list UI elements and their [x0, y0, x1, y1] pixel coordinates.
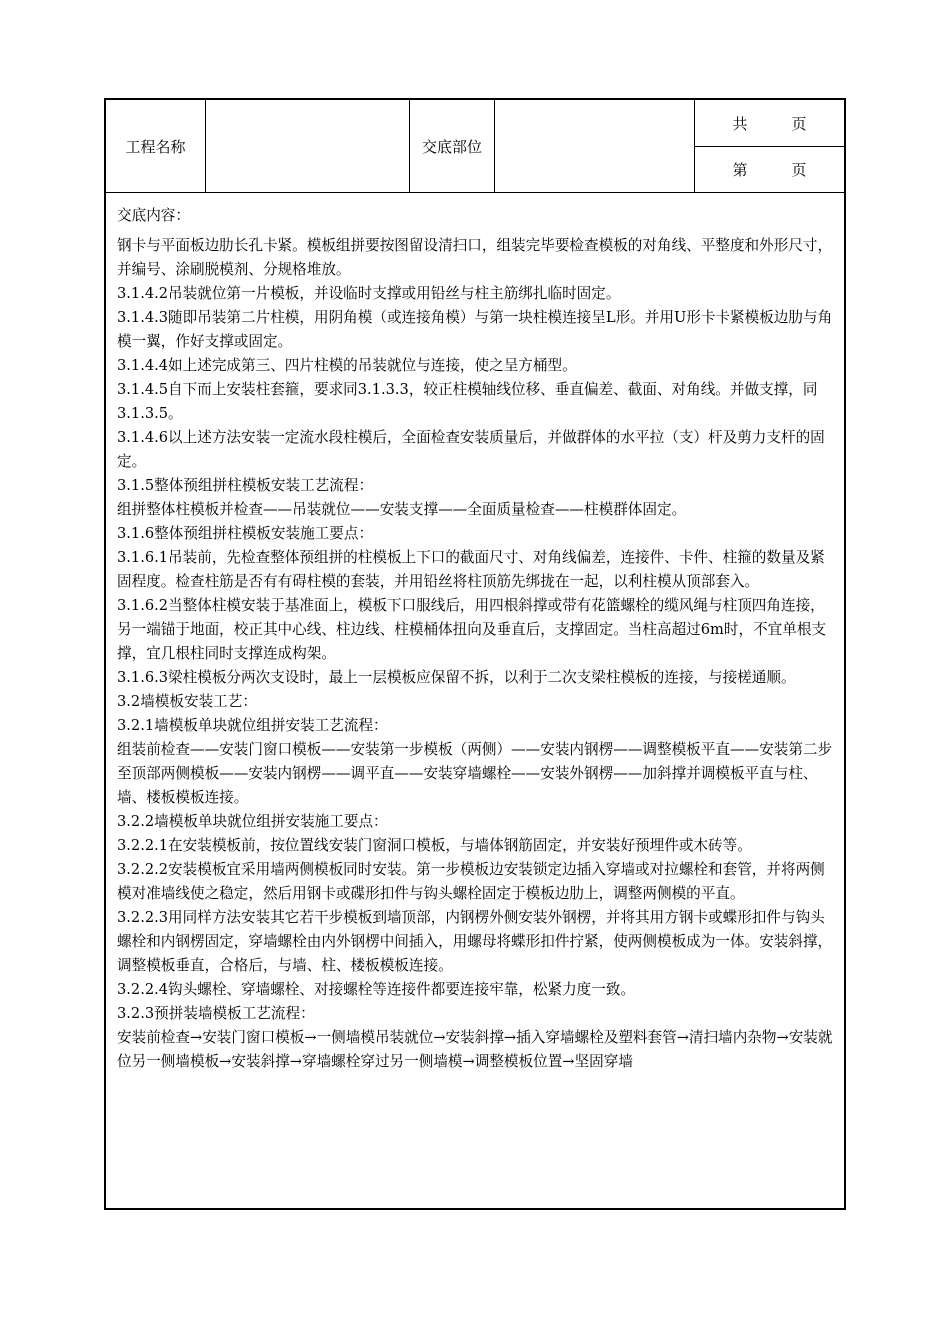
content-paragraph: 3.1.6.1吊装前，先检查整体预组拼的柱模板上下口的截面尺寸、对角线偏差，连接件、卡件、柱箍的数量及紧固程度。检查柱筋是否有有碍柱模的套装，并用铅丝将柱顶筋先绑拢在一起，以利柱模从顶部套入。: [117, 549, 825, 590]
content-paragraph: 3.2墙模板安装工艺：: [117, 693, 257, 710]
page-number-suffix: 页: [791, 161, 807, 179]
content-paragraph: 钢卡与平面板边肋长孔卡紧。模板组拼要按图留设清扫口，组装完毕要检查模板的对角线、平整度和外形尺寸，并编号、涂刷脱模剂、分规格堆放。: [117, 237, 833, 278]
content-paragraph: 3.2.2.4钩头螺栓、穿墙螺栓、对接螺栓等连接件都要连接牢靠，松紧力度一致。: [117, 981, 636, 998]
content-paragraph: 组装前检查——安装门窗口模板——安装第一步模板（两侧）——安装内钢楞——调整模板平直——安装第二步至顶部两侧模板——安装内钢楞——调平直——安装穿墙螺栓——安装外钢楞——加斜撑并调模板平直与柱、墙、楼板模板连接。: [117, 741, 833, 806]
content-paragraph: 3.1.6整体预组拼柱模板安装施工要点：: [117, 525, 374, 542]
content-paragraph: 3.1.5整体预组拼柱模板安装工艺流程：: [117, 477, 374, 494]
content-paragraph: 安装前检查→安装门窗口模板→一侧墙模吊装就位→安装斜撑→插入穿墙螺栓及塑料套管→清扫墙内杂物→安装就位另一侧墙模板→安装斜撑→穿墙螺栓穿过另一侧墙模→调整模板位置→坚固穿墙: [117, 1029, 833, 1070]
content-paragraph: 3.2.1墙模板单块就位组拼安装工艺流程：: [117, 717, 388, 734]
part-label: 交底部位: [421, 137, 482, 156]
content-paragraph: 3.1.4.4如上述完成第三、四片柱模的吊装就位与连接，使之呈方桶型。: [117, 357, 577, 374]
page-number-cell: [695, 147, 844, 192]
content-paragraph: 3.2.3预拼装墙模板工艺流程：: [117, 1005, 315, 1022]
total-pages-prefix: 共: [732, 114, 748, 133]
disclosure-content: [117, 204, 835, 1074]
content-paragraph: 3.1.4.3随即吊装第二片柱模，用阴角模（或连接角模）与第一块柱模连接呈L形。并用U形卡卡紧模板边肋与角模一翼，作好支撑或固定。: [117, 309, 833, 350]
content-paragraph: 3.1.4.6以上述方法安装一定流水段柱模后，全面检查安装质量后，并做群体的水平拉（支）杆及剪力支杆的固定。: [117, 429, 825, 470]
project-name-label: 工程名称: [125, 137, 186, 156]
content-paragraph: 3.1.4.2吊装就位第一片模板，并设临时支撑或用铅丝与柱主筋绑扎临时固定。: [117, 285, 621, 302]
content-paragraph: 3.2.2墙模板单块就位组拼安装施工要点：: [117, 813, 388, 830]
content-paragraph: 3.2.2.2安装模板宜采用墙两侧模板同时安装。第一步模板边安装锁定边插入穿墙或对拉螺栓和套管，并将两侧模对准墙线使之稳定，然后用钢卡或碟形扣件与钩头螺栓固定于模板边肋上，调整两侧模的平直。: [117, 861, 825, 902]
total-pages-cell: [695, 100, 844, 146]
content-paragraph: 组拼整体柱模板并检查——吊装就位——安装支撑——全面质量检查——柱模群体固定。: [117, 501, 687, 518]
form-header: [106, 100, 844, 193]
content-paragraph: 3.1.6.3梁柱模板分两次支设时，最上一层模板应保留不拆，以利于二次支梁柱模板的连接，与接槎通顺。: [117, 669, 796, 686]
content-paragraph: 3.2.2.1在安装模板前，按位置线安装门窗洞口模板，与墙体钢筋固定，并安装好预埋件或木砖等。: [117, 837, 752, 854]
total-pages-suffix: 页: [791, 114, 807, 133]
part-value: [495, 100, 694, 192]
content-paragraph: 3.1.4.5自下而上安装柱套箍，要求同3.1.3.3，较正柱模轴线位移、垂直偏差、截面、对角线。并做支撑，同3.1.3.5。: [117, 381, 818, 422]
page-number-prefix: 第: [732, 161, 748, 179]
content-paragraph: 3.1.6.2当整体柱模安装于基准面上，模板下口服线后，用四根斜撑或带有花篮螺栓的缆风绳与柱顶四角连接，另一端锚于地面，校正其中心线、柱边线、柱模桶体扭向及垂直后，支撑固定。当柱高超过6m时，不宜单根支撑，宜几根柱同时支撑连成构架。: [117, 597, 827, 662]
content-paragraph: 3.2.2.3用同样方法安装其它若干步模板到墙顶部，内钢楞外侧安装外钢楞，并将其用方钢卡或蝶形扣件与钩头螺栓和内钢楞固定，穿墙螺栓由内外钢楞中间插入，用螺母将蝶形扣件拧紧，使两侧模板成为一体。安装斜撑，调整模板垂直，合格后，与墙、柱、楼板模板连接。: [117, 909, 833, 974]
content-label: 交底内容：: [117, 207, 190, 224]
disclosure-form: [104, 98, 846, 1210]
project-name-value: [206, 100, 409, 192]
